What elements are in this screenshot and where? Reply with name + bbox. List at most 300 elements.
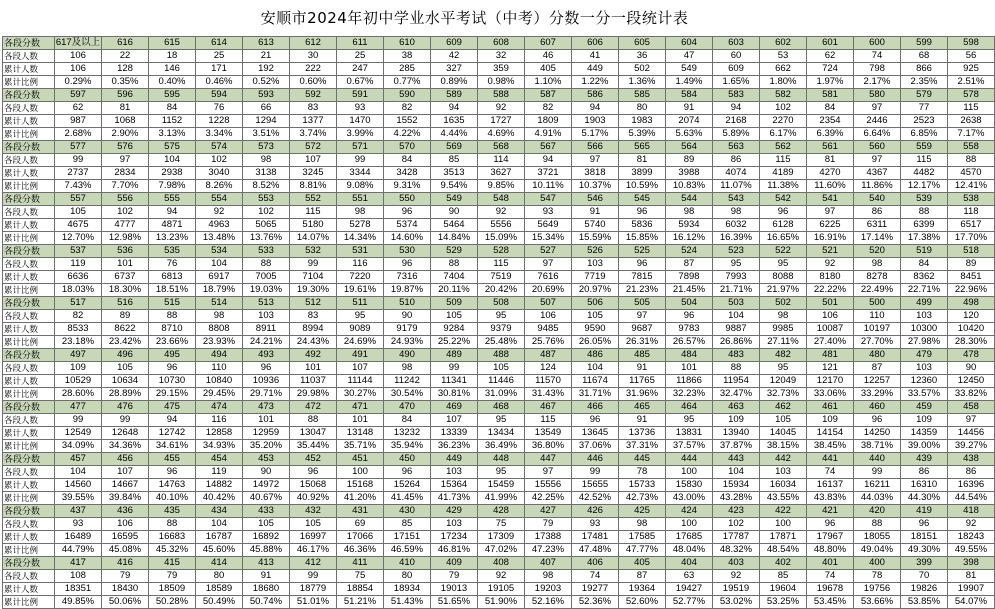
score-cell: 435 bbox=[149, 505, 196, 518]
cumulative-cell: 222 bbox=[290, 63, 337, 76]
count-cell: 89 bbox=[102, 310, 149, 323]
row-label: 累计人数 bbox=[3, 427, 55, 440]
cumulative-cell: 13148 bbox=[337, 427, 384, 440]
ratio-cell: 49.04% bbox=[854, 544, 901, 557]
count-cell: 102 bbox=[713, 518, 760, 531]
count-cell: 98 bbox=[619, 518, 666, 531]
count-cell: 115 bbox=[948, 102, 995, 115]
count-cell: 105 bbox=[243, 518, 290, 531]
cumulative-cell: 3138 bbox=[243, 167, 290, 180]
ratio-cell: 3.74% bbox=[290, 128, 337, 141]
row-label: 各段人数 bbox=[3, 414, 55, 427]
score-cell: 410 bbox=[384, 557, 431, 570]
ratio-cell: 35.94% bbox=[384, 440, 431, 453]
score-cell: 521 bbox=[807, 245, 854, 258]
row-label: 累计比例 bbox=[3, 128, 55, 141]
count-cell: 82 bbox=[384, 102, 431, 115]
count-cell: 99 bbox=[431, 362, 478, 375]
ratio-cell: 32.47% bbox=[713, 388, 760, 401]
ratio-cell: 30.27% bbox=[337, 388, 384, 401]
count-cell: 98 bbox=[713, 206, 760, 219]
cumulative-cell: 14560 bbox=[55, 479, 102, 492]
count-cell: 108 bbox=[55, 570, 102, 583]
score-cell: 601 bbox=[807, 37, 854, 50]
cumulative-cell: 10300 bbox=[901, 323, 948, 336]
cumulative-cell: 4270 bbox=[807, 167, 854, 180]
cumulative-cell: 14250 bbox=[854, 427, 901, 440]
ratio-cell: 6.85% bbox=[901, 128, 948, 141]
count-cell: 95 bbox=[760, 362, 807, 375]
count-cell: 79 bbox=[149, 570, 196, 583]
score-cell: 407 bbox=[525, 557, 572, 570]
cumulative-cell: 502 bbox=[619, 63, 666, 76]
score-cell: 428 bbox=[478, 505, 525, 518]
ratio-cell: 5.17% bbox=[572, 128, 619, 141]
cumulative-cell: 7220 bbox=[337, 271, 384, 284]
score-cell: 560 bbox=[854, 141, 901, 154]
score-cell: 451 bbox=[337, 453, 384, 466]
cumulative-cell: 17151 bbox=[384, 531, 431, 544]
cumulative-cell: 5374 bbox=[384, 219, 431, 232]
score-cell: 401 bbox=[807, 557, 854, 570]
ratio-cell: 30.81% bbox=[431, 388, 478, 401]
score-cell: 575 bbox=[149, 141, 196, 154]
ratio-cell: 20.42% bbox=[478, 284, 525, 297]
cumulative-cell: 19105 bbox=[478, 583, 525, 596]
count-cell: 109 bbox=[55, 362, 102, 375]
score-cell: 414 bbox=[196, 557, 243, 570]
count-cell: 101 bbox=[666, 362, 713, 375]
count-cell: 82 bbox=[525, 102, 572, 115]
count-cell: 115 bbox=[525, 414, 572, 427]
score-cell: 585 bbox=[619, 89, 666, 102]
score-cell: 497 bbox=[55, 349, 102, 362]
ratio-cell: 11.86% bbox=[854, 180, 901, 193]
score-cell: 483 bbox=[713, 349, 760, 362]
cumulative-cell: 19826 bbox=[901, 583, 948, 596]
ratio-cell: 17.14% bbox=[854, 232, 901, 245]
cumulative-cell: 662 bbox=[760, 63, 807, 76]
score-cell: 452 bbox=[290, 453, 337, 466]
cumulative-cell: 5649 bbox=[525, 219, 572, 232]
ratio-cell: 0.40% bbox=[149, 76, 196, 89]
cumulative-cell: 3040 bbox=[196, 167, 243, 180]
cumulative-cell: 17309 bbox=[478, 531, 525, 544]
cumulative-cell: 9485 bbox=[525, 323, 572, 336]
cumulative-cell: 8180 bbox=[807, 271, 854, 284]
count-cell: 98 bbox=[525, 570, 572, 583]
count-cell: 68 bbox=[901, 50, 948, 63]
cumulative-cell: 4189 bbox=[760, 167, 807, 180]
ratio-cell: 42.25% bbox=[525, 492, 572, 505]
cumulative-cell: 19756 bbox=[854, 583, 901, 596]
score-cell: 488 bbox=[478, 349, 525, 362]
count-cell: 103 bbox=[243, 310, 290, 323]
count-cell: 100 bbox=[666, 466, 713, 479]
score-cell: 599 bbox=[901, 37, 948, 50]
count-cell: 84 bbox=[149, 102, 196, 115]
cumulative-cell: 9089 bbox=[337, 323, 384, 336]
count-cell: 62 bbox=[55, 102, 102, 115]
count-cell: 22 bbox=[102, 50, 149, 63]
ratio-cell: 23.42% bbox=[102, 336, 149, 349]
score-cell: 475 bbox=[149, 401, 196, 414]
score-cell: 592 bbox=[290, 89, 337, 102]
cumulative-cell: 987 bbox=[55, 115, 102, 128]
count-cell: 78 bbox=[619, 466, 666, 479]
cumulative-cell: 17585 bbox=[619, 531, 666, 544]
count-cell: 96 bbox=[243, 362, 290, 375]
score-cell: 518 bbox=[948, 245, 995, 258]
cumulative-cell: 2523 bbox=[901, 115, 948, 128]
ratio-cell: 3.51% bbox=[243, 128, 290, 141]
score-cell: 531 bbox=[337, 245, 384, 258]
ratio-cell: 2.90% bbox=[102, 128, 149, 141]
ratio-cell: 50.28% bbox=[149, 596, 196, 609]
score-cell: 413 bbox=[243, 557, 290, 570]
cumulative-cell: 7898 bbox=[666, 271, 713, 284]
score-cell: 465 bbox=[619, 401, 666, 414]
count-cell: 86 bbox=[854, 206, 901, 219]
count-cell: 93 bbox=[572, 518, 619, 531]
score-cell: 576 bbox=[102, 141, 149, 154]
count-cell: 105 bbox=[55, 206, 102, 219]
count-cell: 87 bbox=[666, 258, 713, 271]
count-cell: 53 bbox=[760, 50, 807, 63]
count-cell: 94 bbox=[431, 102, 478, 115]
cumulative-cell: 128 bbox=[102, 63, 149, 76]
count-cell: 95 bbox=[713, 258, 760, 271]
ratio-cell: 41.99% bbox=[478, 492, 525, 505]
cumulative-cell: 8710 bbox=[149, 323, 196, 336]
cumulative-cell: 16310 bbox=[901, 479, 948, 492]
cumulative-cell: 18779 bbox=[290, 583, 337, 596]
count-cell: 91 bbox=[619, 414, 666, 427]
score-cell: 617及以上 bbox=[55, 37, 101, 48]
cumulative-cell: 1983 bbox=[619, 115, 666, 128]
score-cell: 416 bbox=[102, 557, 149, 570]
cumulative-cell: 11570 bbox=[525, 375, 572, 388]
cumulative-cell: 8994 bbox=[290, 323, 337, 336]
cumulative-cell: 15264 bbox=[384, 479, 431, 492]
ratio-cell: 26.05% bbox=[572, 336, 619, 349]
cumulative-cell: 7519 bbox=[478, 271, 525, 284]
count-cell: 97 bbox=[525, 466, 572, 479]
ratio-cell: 8.81% bbox=[290, 180, 337, 193]
count-cell: 80 bbox=[384, 570, 431, 583]
cumulative-cell: 14045 bbox=[760, 427, 807, 440]
count-cell: 92 bbox=[478, 206, 525, 219]
count-cell: 95 bbox=[478, 414, 525, 427]
cumulative-cell: 19427 bbox=[666, 583, 713, 596]
score-cell: 529 bbox=[431, 245, 478, 258]
row-label: 各段分数 bbox=[3, 401, 55, 414]
ratio-cell: 0.98% bbox=[478, 76, 525, 89]
ratio-cell: 2.51% bbox=[948, 76, 995, 89]
score-cell: 513 bbox=[243, 297, 290, 310]
ratio-cell: 32.23% bbox=[666, 388, 713, 401]
count-cell: 97 bbox=[807, 206, 854, 219]
score-cell: 516 bbox=[102, 297, 149, 310]
cumulative-cell: 16892 bbox=[243, 531, 290, 544]
row-label: 累计比例 bbox=[3, 388, 55, 401]
score-cell: 439 bbox=[901, 453, 948, 466]
cumulative-cell: 12549 bbox=[55, 427, 102, 440]
ratio-cell: 6.64% bbox=[854, 128, 901, 141]
ratio-cell: 46.17% bbox=[290, 544, 337, 557]
ratio-cell: 53.66% bbox=[854, 596, 901, 609]
cumulative-cell: 6399 bbox=[901, 219, 948, 232]
cumulative-cell: 19364 bbox=[619, 583, 666, 596]
score-cell: 506 bbox=[572, 297, 619, 310]
score-cell: 409 bbox=[431, 557, 478, 570]
cumulative-cell: 5556 bbox=[478, 219, 525, 232]
cumulative-cell: 925 bbox=[948, 63, 995, 76]
count-cell: 88 bbox=[243, 258, 290, 271]
ratio-cell: 12.70% bbox=[55, 232, 102, 245]
row-label: 累计人数 bbox=[3, 63, 55, 76]
ratio-cell: 26.57% bbox=[666, 336, 713, 349]
cumulative-cell: 9985 bbox=[760, 323, 807, 336]
score-cell: 505 bbox=[619, 297, 666, 310]
ratio-cell: 20.97% bbox=[572, 284, 619, 297]
count-cell: 25 bbox=[196, 50, 243, 63]
score-cell: 580 bbox=[854, 89, 901, 102]
cumulative-cell: 19678 bbox=[807, 583, 854, 596]
cumulative-cell: 146 bbox=[149, 63, 196, 76]
score-cell: 578 bbox=[948, 89, 995, 102]
count-cell: 97 bbox=[102, 154, 149, 167]
count-cell: 98 bbox=[666, 206, 713, 219]
score-cell: 420 bbox=[854, 505, 901, 518]
count-cell: 98 bbox=[337, 206, 384, 219]
score-cell: 605 bbox=[619, 37, 666, 50]
cumulative-cell: 5836 bbox=[619, 219, 666, 232]
cumulative-cell: 6225 bbox=[807, 219, 854, 232]
score-row bbox=[3, 505, 995, 518]
ratio-cell: 45.32% bbox=[149, 544, 196, 557]
count-cell: 79 bbox=[102, 570, 149, 583]
cumulative-cell: 15364 bbox=[431, 479, 478, 492]
score-cell: 478 bbox=[948, 349, 995, 362]
cumulative-cell: 14154 bbox=[807, 427, 854, 440]
count-row bbox=[3, 258, 995, 271]
ratio-cell: 51.65% bbox=[431, 596, 478, 609]
count-cell: 88 bbox=[854, 518, 901, 531]
cumulative-cell: 14456 bbox=[948, 427, 995, 440]
count-cell: 90 bbox=[243, 466, 290, 479]
ratio-cell: 27.40% bbox=[807, 336, 854, 349]
score-cell: 588 bbox=[478, 89, 525, 102]
score-cell: 503 bbox=[713, 297, 760, 310]
ratio-cell: 19.03% bbox=[243, 284, 290, 297]
score-cell: 544 bbox=[666, 193, 713, 206]
count-cell: 104 bbox=[55, 466, 102, 479]
ratio-cell: 47.77% bbox=[619, 544, 666, 557]
score-cell: 554 bbox=[196, 193, 243, 206]
cumulative-cell: 5180 bbox=[290, 219, 337, 232]
ratio-cell: 48.32% bbox=[713, 544, 760, 557]
ratio-cell: 31.71% bbox=[572, 388, 619, 401]
count-cell: 87 bbox=[854, 362, 901, 375]
score-cell: 563 bbox=[713, 141, 760, 154]
cumulative-cell: 5934 bbox=[666, 219, 713, 232]
cumulative-cell: 10936 bbox=[243, 375, 290, 388]
ratio-cell: 0.67% bbox=[337, 76, 384, 89]
cumulative-cell: 171 bbox=[196, 63, 243, 76]
ratio-cell: 43.28% bbox=[713, 492, 760, 505]
score-cell: 490 bbox=[384, 349, 431, 362]
score-cell: 411 bbox=[337, 557, 384, 570]
score-cell: 448 bbox=[478, 453, 525, 466]
count-cell: 81 bbox=[619, 154, 666, 167]
cumulative-cell: 19907 bbox=[948, 583, 995, 596]
score-cell: 462 bbox=[760, 401, 807, 414]
score-cell: 444 bbox=[666, 453, 713, 466]
cumulative-cell: 3818 bbox=[572, 167, 619, 180]
count-cell: 75 bbox=[478, 518, 525, 531]
score-cell: 446 bbox=[572, 453, 619, 466]
score-row bbox=[3, 557, 995, 570]
ratio-cell: 26.31% bbox=[619, 336, 666, 349]
cumulative-cell: 13339 bbox=[431, 427, 478, 440]
cumulative-cell: 16683 bbox=[149, 531, 196, 544]
cumulative-cell: 405 bbox=[525, 63, 572, 76]
ratio-cell: 8.52% bbox=[243, 180, 290, 193]
row-label: 各段人数 bbox=[3, 466, 55, 479]
ratio-cell: 45.88% bbox=[243, 544, 290, 557]
row-label: 各段人数 bbox=[3, 570, 55, 583]
row-label: 累计人数 bbox=[3, 375, 55, 388]
score-cell: 496 bbox=[102, 349, 149, 362]
count-cell: 95 bbox=[760, 258, 807, 271]
cumulative-cell: 549 bbox=[666, 63, 713, 76]
ratio-cell: 46.81% bbox=[431, 544, 478, 557]
score-cell: 412 bbox=[290, 557, 337, 570]
count-cell: 102 bbox=[760, 102, 807, 115]
count-cell: 99 bbox=[102, 414, 149, 427]
ratio-cell: 48.80% bbox=[807, 544, 854, 557]
score-cell: 418 bbox=[948, 505, 995, 518]
cumulative-cell: 2168 bbox=[713, 115, 760, 128]
count-cell: 115 bbox=[478, 258, 525, 271]
ratio-cell: 47.48% bbox=[572, 544, 619, 557]
cumulative-cell: 19277 bbox=[572, 583, 619, 596]
count-cell: 100 bbox=[666, 518, 713, 531]
score-cell: 487 bbox=[525, 349, 572, 362]
score-cell: 564 bbox=[666, 141, 713, 154]
ratio-cell: 40.67% bbox=[243, 492, 290, 505]
ratio-cell: 53.25% bbox=[760, 596, 807, 609]
row-label: 各段人数 bbox=[3, 258, 55, 271]
ratio-cell: 1.36% bbox=[619, 76, 666, 89]
score-cell: 442 bbox=[760, 453, 807, 466]
count-cell: 88 bbox=[149, 518, 196, 531]
cumulative-row bbox=[3, 219, 995, 232]
score-cell: 501 bbox=[807, 297, 854, 310]
count-cell: 89 bbox=[948, 258, 995, 271]
cumulative-cell: 17871 bbox=[760, 531, 807, 544]
cumulative-cell: 6517 bbox=[948, 219, 995, 232]
score-cell: 455 bbox=[149, 453, 196, 466]
count-cell: 97 bbox=[572, 154, 619, 167]
score-cell: 474 bbox=[196, 401, 243, 414]
row-label: 各段分数 bbox=[3, 505, 55, 518]
cumulative-cell: 17481 bbox=[572, 531, 619, 544]
cumulative-cell: 18680 bbox=[243, 583, 290, 596]
score-cell: 550 bbox=[384, 193, 431, 206]
score-cell: 577 bbox=[55, 141, 102, 154]
count-cell: 36 bbox=[619, 50, 666, 63]
ratio-cell: 29.15% bbox=[149, 388, 196, 401]
count-cell: 85 bbox=[384, 518, 431, 531]
cumulative-cell: 8362 bbox=[901, 271, 948, 284]
count-cell: 105 bbox=[478, 362, 525, 375]
cumulative-cell: 11341 bbox=[431, 375, 478, 388]
count-cell: 79 bbox=[431, 570, 478, 583]
score-cell: 429 bbox=[431, 505, 478, 518]
ratio-cell: 25.22% bbox=[431, 336, 478, 349]
count-cell: 79 bbox=[525, 518, 572, 531]
score-cell: 405 bbox=[619, 557, 666, 570]
count-cell: 74 bbox=[807, 570, 854, 583]
cumulative-cell: 2737 bbox=[55, 167, 102, 180]
score-cell: 406 bbox=[572, 557, 619, 570]
cumulative-cell: 15459 bbox=[478, 479, 525, 492]
score-row bbox=[3, 453, 995, 466]
score-cell: 566 bbox=[572, 141, 619, 154]
count-row bbox=[3, 310, 995, 323]
score-cell: 459 bbox=[901, 401, 948, 414]
cumulative-cell: 5065 bbox=[243, 219, 290, 232]
cumulative-cell: 1903 bbox=[572, 115, 619, 128]
ratio-cell: 7.98% bbox=[149, 180, 196, 193]
count-cell: 102 bbox=[102, 206, 149, 219]
ratio-cell: 16.39% bbox=[713, 232, 760, 245]
score-cell: 532 bbox=[290, 245, 337, 258]
ratio-cell: 26.86% bbox=[713, 336, 760, 349]
ratio-cell: 47.02% bbox=[478, 544, 525, 557]
count-cell: 107 bbox=[431, 414, 478, 427]
score-cell: 596 bbox=[102, 89, 149, 102]
score-cell: 583 bbox=[713, 89, 760, 102]
cumulative-cell: 19604 bbox=[760, 583, 807, 596]
ratio-row bbox=[3, 492, 995, 505]
ratio-cell: 18.79% bbox=[196, 284, 243, 297]
ratio-cell: 39.84% bbox=[102, 492, 149, 505]
cumulative-cell: 3344 bbox=[337, 167, 384, 180]
count-cell: 97 bbox=[948, 414, 995, 427]
cumulative-cell: 8622 bbox=[102, 323, 149, 336]
score-cell: 472 bbox=[290, 401, 337, 414]
count-cell: 99 bbox=[290, 258, 337, 271]
count-cell: 96 bbox=[149, 466, 196, 479]
ratio-cell: 4.22% bbox=[384, 128, 431, 141]
score-cell: 598 bbox=[948, 37, 995, 50]
ratio-cell: 16.65% bbox=[760, 232, 807, 245]
ratio-cell: 0.89% bbox=[431, 76, 478, 89]
cumulative-cell: 1552 bbox=[384, 115, 431, 128]
count-cell: 92 bbox=[948, 518, 995, 531]
cumulative-cell: 359 bbox=[478, 63, 525, 76]
cumulative-cell: 10087 bbox=[807, 323, 854, 336]
cumulative-cell: 13645 bbox=[572, 427, 619, 440]
row-label: 累计比例 bbox=[3, 544, 55, 557]
ratio-cell: 31.96% bbox=[619, 388, 666, 401]
row-label: 各段分数 bbox=[3, 89, 55, 102]
row-label: 累计比例 bbox=[3, 492, 55, 505]
score-cell: 466 bbox=[572, 401, 619, 414]
